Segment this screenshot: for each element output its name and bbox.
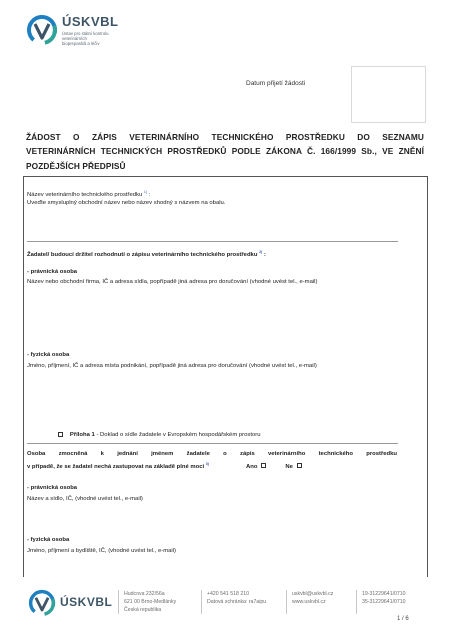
footer-divider (118, 590, 119, 614)
footer-bank (362, 590, 406, 606)
header-brand: ÚSKVBL (62, 14, 119, 29)
footer-web (292, 590, 333, 606)
applicant-legal-hint: Název nebo obchodní firma, IČ a adresa sídla, popřípadě jiná adresa pro doručování (vhodné uvést tel., e-mail) (27, 279, 318, 285)
receipt-date-field[interactable] (351, 66, 426, 123)
address-line: 621 00 Brno-Medlánky (124, 599, 177, 606)
section-divider (27, 241, 398, 242)
applicant-natural-input[interactable] (27, 384, 398, 428)
footer-address (124, 590, 176, 615)
subtitle-line: Ústav pro státní kontrolu (62, 31, 109, 36)
attachment-1-text: - Doklad o sídle žadatele v Evropském hospodářském prostoru (94, 432, 261, 438)
footer-divider (356, 590, 357, 614)
address-line: Česká republika (124, 607, 162, 614)
attachment-1-checkbox[interactable] (58, 432, 63, 437)
product-name-hint: Uveďte smysluplný obchodní název nebo název shodný s názvem na obalu. (27, 200, 226, 206)
header-subtitle (62, 31, 109, 46)
subtitle-line: biopreparátů a léčiv (62, 41, 100, 46)
representative-line-1: Osoba zmocněná k jednání jménem žadatele o zápis veterinárního technického prostředku (27, 451, 397, 457)
footer-brand: ÚSKVBL (60, 595, 113, 609)
applicant-natural-heading: - fyzická osoba (27, 352, 70, 358)
label-colon: : (148, 191, 151, 198)
representative-natural-hint: Jméno, příjmení a bydliště, IČ, (vhodné uvést tel., e-mail) (27, 548, 176, 554)
footer-contact (207, 590, 266, 606)
header-logo (26, 14, 176, 56)
applicant-label: Žadatel/ budoucí držitel rozhodnutí o zápisu veterinárního technického prostředku (27, 251, 258, 258)
footnote-ref[interactable]: 2) (259, 250, 263, 254)
representative-legal-input[interactable] (27, 506, 398, 532)
document-title: ŽÁDOST O ZÁPIS VETERINÁRNÍHO TECHNICKÉHO PROSTŘEDKU DO SEZNAMU VETERINÁRNÍCH TECHNICKÝCH PROSTŘEDKŮ PODLE ZÁKONA Č. 166/1999 Sb., VE ZNĚNÍ POZDĚJŠÍCH PŘEDPISŮ (26, 132, 424, 171)
no-label: Ne (285, 463, 293, 470)
section-divider (27, 443, 398, 444)
page-number: 1 / 6 (397, 616, 409, 622)
receipt-date-label: Datum přijetí žádosti (246, 80, 306, 87)
bank-account: 35-31229641/0710 (362, 599, 406, 606)
data-box-id: Datová schránka: ra7aipu (207, 599, 267, 606)
footer-divider (201, 590, 202, 614)
footnote-ref[interactable]: 3) (205, 462, 209, 466)
address-line: Hudcova 232/56a (124, 591, 165, 597)
representative-natural-input[interactable] (27, 558, 398, 576)
attachment-1-title: Příloha 1 (69, 432, 95, 438)
website-link[interactable]: www.uskvbl.cz (292, 599, 326, 606)
representative-text: v případě, že se žadatel nechá zastupovat na základě plné moci (27, 463, 205, 470)
applicant-natural-hint: Jméno, příjmení, IČ a adresa místa podnikání, popřípadě jiná adresa pro doručování (vhodné uvést tel., e-mail) (27, 363, 317, 369)
logo-mark-icon (26, 14, 58, 46)
footer-divider (286, 590, 287, 614)
footnote-ref[interactable]: 1) (143, 190, 148, 194)
product-name-label: Název veterinárního technického prostředku (27, 191, 143, 198)
phone-number: +420 541 518 210 (207, 591, 249, 597)
representative-line-2 (27, 459, 397, 472)
applicant-section (27, 247, 397, 260)
product-name-input[interactable] (27, 210, 398, 240)
representative-legal-heading: - právnická osoba (27, 485, 78, 491)
subtitle-line: veterinárních (62, 36, 87, 41)
applicant-legal-input[interactable] (27, 300, 398, 345)
attachment-1-row (56, 430, 386, 441)
logo-mark-icon (28, 589, 56, 617)
applicant-legal-heading: - právnická osoba (27, 269, 78, 275)
representative-natural-heading: - fyzická osoba (27, 537, 70, 543)
bank-account: 19-31229641/0710 (362, 591, 406, 597)
email-link[interactable]: uskvbl@uskvbl.cz (292, 591, 334, 597)
representative-legal-hint: Název a sídlo, IČ, (vhodné uvést tel., e-mail) (27, 496, 143, 502)
footer-logo (28, 588, 118, 622)
no-checkbox[interactable] (297, 463, 302, 468)
yes-label: Ano (246, 463, 258, 470)
yes-checkbox[interactable] (261, 463, 266, 468)
label-colon: : (263, 251, 266, 258)
